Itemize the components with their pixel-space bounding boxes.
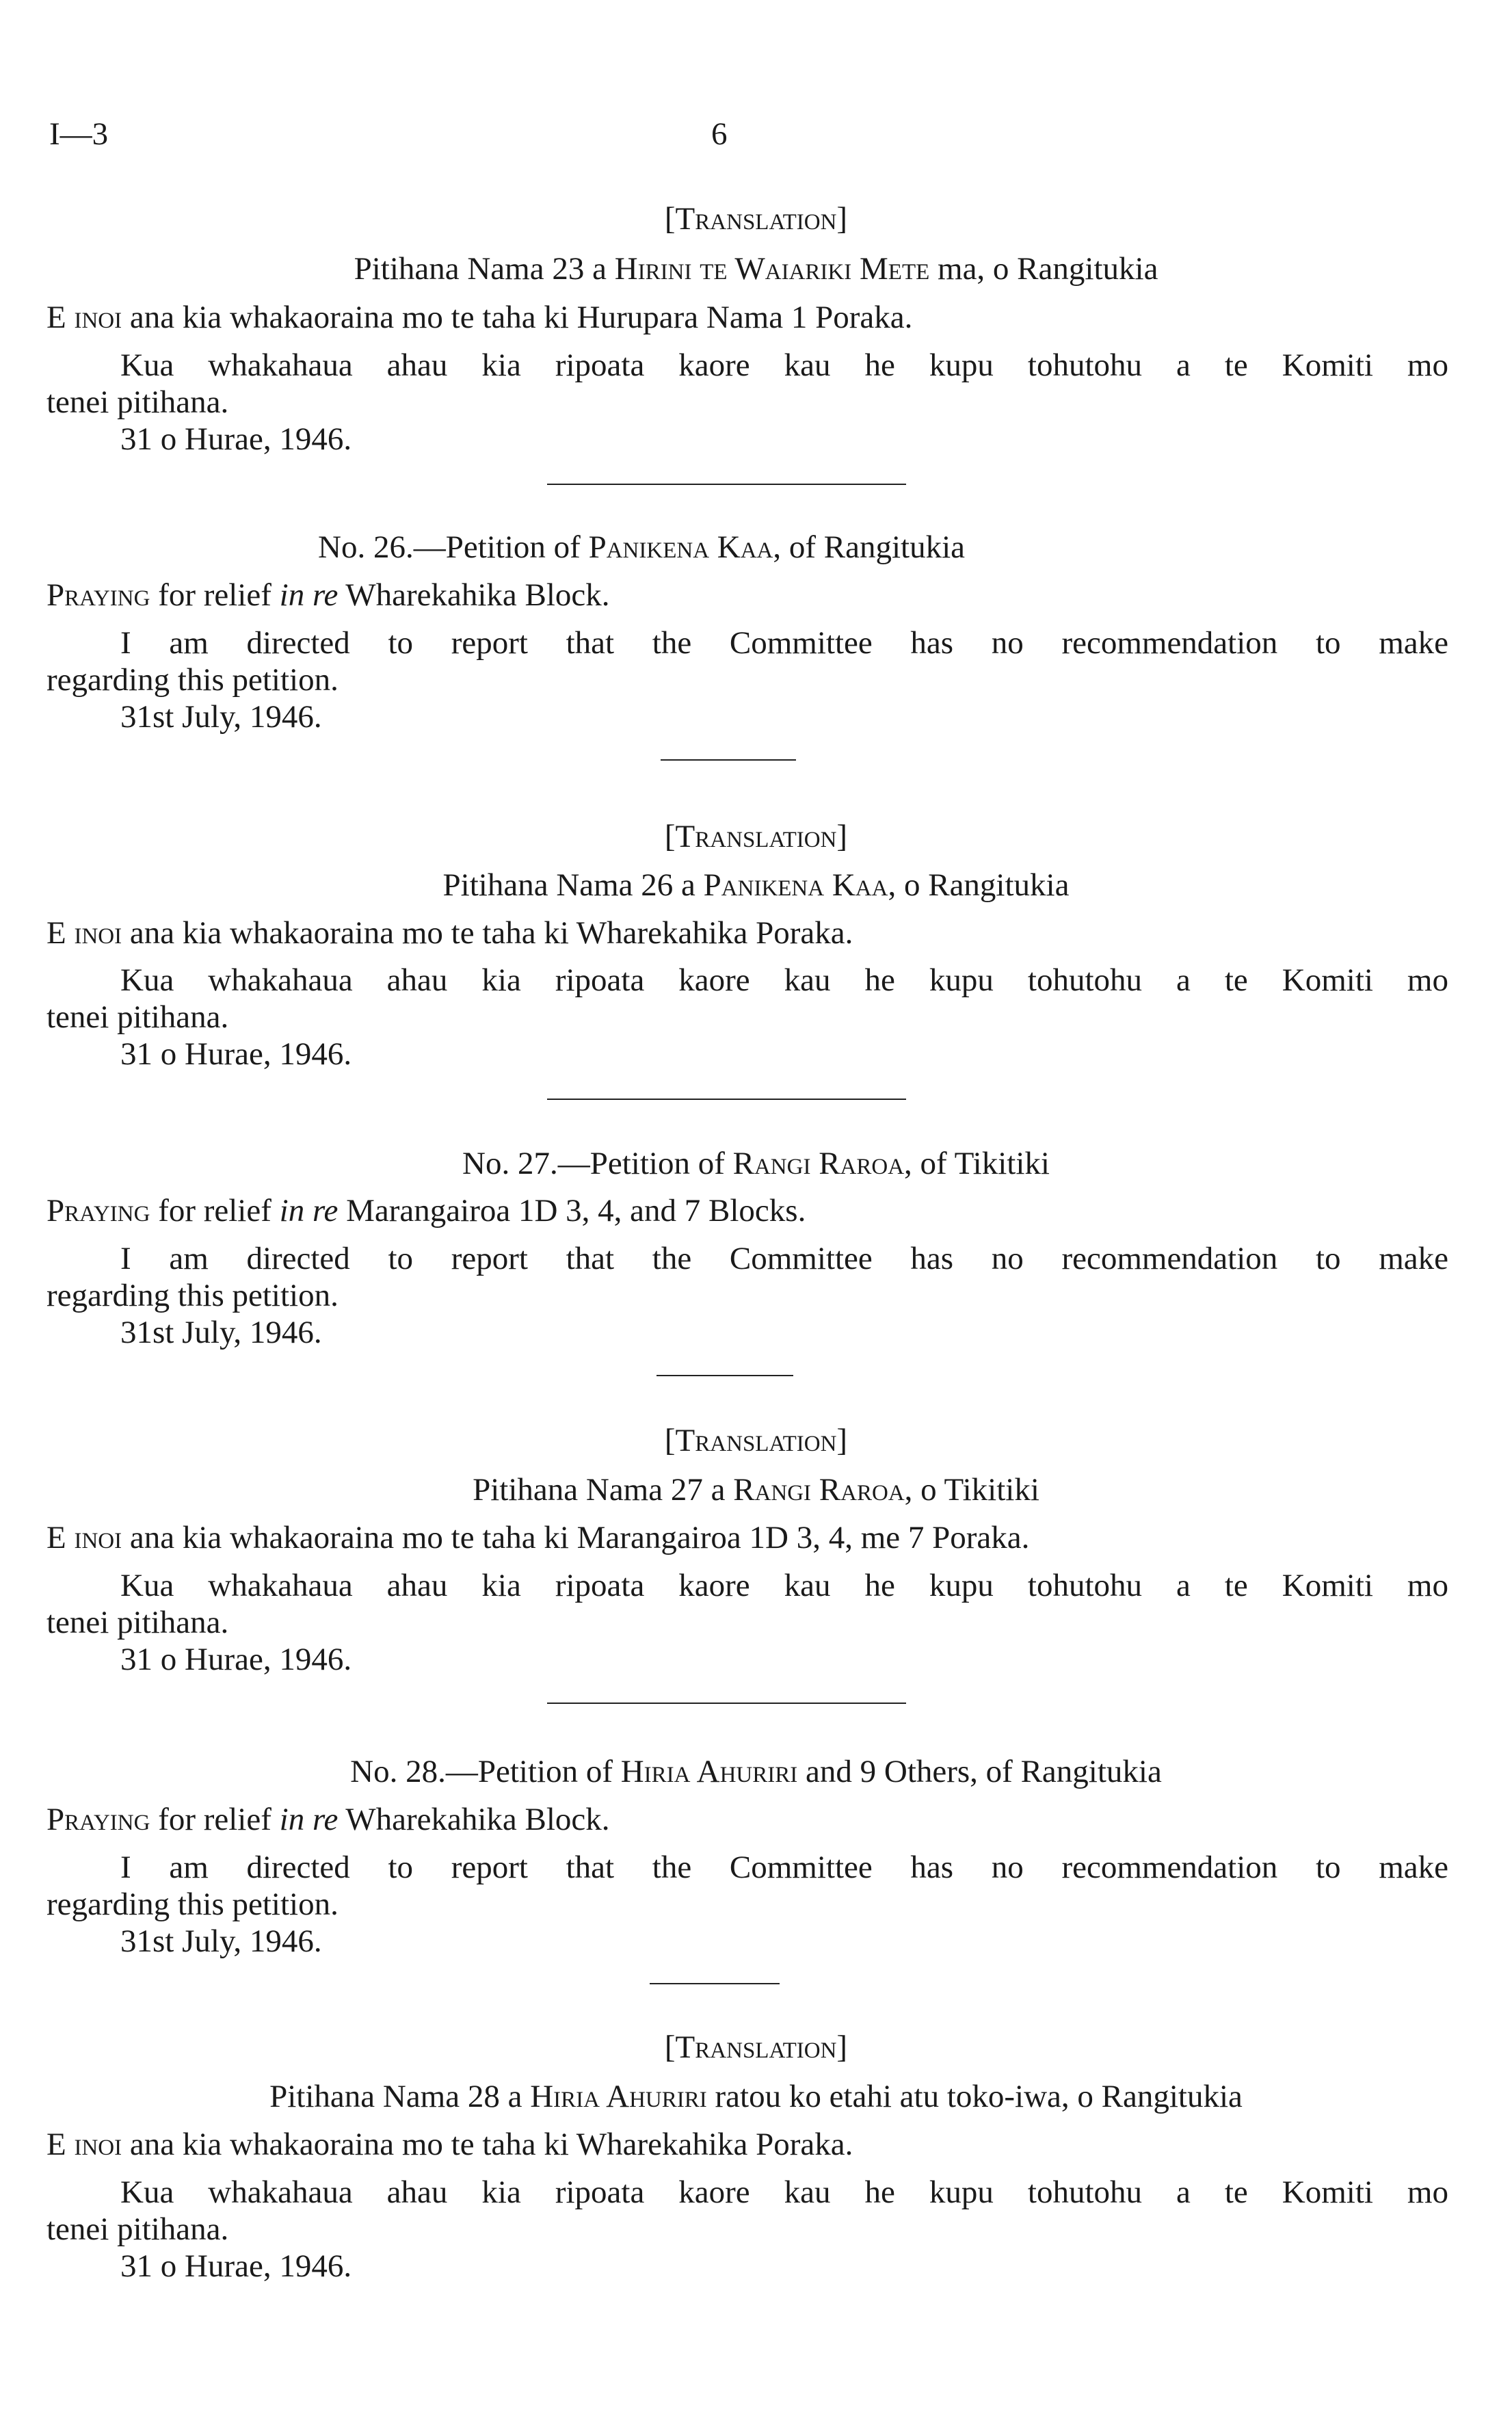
report-line-continued: regarding this petition. — [47, 662, 339, 698]
report-line-continued: regarding this petition. — [47, 1278, 339, 1313]
prayer-line: E inoi ana kia whakaoraina mo te taha ki Marangairoa 1D 3, 4, me 7 Poraka. — [47, 1520, 1030, 1555]
petition-title: Pitihana Nama 28 a Hiria Ahuriri ratou ko etahi atu toko-iwa, o Rangitukia — [269, 2079, 1243, 2114]
petition-title: No. 28.—Petition of Hiria Ahuriri and 9 Others, of Rangitukia — [350, 1754, 1162, 1789]
petitioner-name: Rangi Raroa — [732, 1146, 905, 1181]
section-divider — [547, 484, 906, 485]
prayer-line: Praying for relief in re Marangairoa 1D 3, 4, and 7 Blocks. — [47, 1193, 806, 1228]
prayer-line: E inoi ana kia whakaoraina mo te taha ki Wharekahika Poraka. — [47, 2127, 853, 2162]
report-line: Kua whakahaua ahau kia ripoata kaore kau he kupu tohutohu a te Komiti mo — [120, 1568, 1448, 1603]
report-line: Kua whakahaua ahau kia ripoata kaore kau he kupu tohutohu a te Komiti mo — [120, 962, 1448, 998]
petitioner-name: Hiria Ahuriri — [620, 1754, 798, 1789]
petitioner-name: Rangi Raroa — [733, 1472, 905, 1508]
prayer-line: E inoi ana kia whakaoraina mo te taha ki Wharekahika Poraka. — [47, 915, 853, 951]
petitioner-name: Panikena Kaa — [588, 529, 773, 565]
report-line-continued: tenei pitihana. — [47, 1605, 229, 1640]
prayer-line: Praying for relief in re Wharekahika Block. — [47, 1802, 610, 1837]
section-divider — [650, 1983, 780, 1984]
report-date: 31st July, 1946. — [120, 1923, 322, 1959]
petition-title: No. 27.—Petition of Rangi Raroa, of Tikitiki — [462, 1146, 1050, 1181]
report-line: Kua whakahaua ahau kia ripoata kaore kau he kupu tohutohu a te Komiti mo — [120, 2174, 1448, 2210]
report-date: 31 o Hurae, 1946. — [120, 421, 352, 457]
report-date: 31st July, 1946. — [120, 699, 322, 735]
section-divider — [656, 1375, 793, 1376]
report-date: 31 o Hurae, 1946. — [120, 1642, 352, 1677]
translation-heading: [Translation] — [664, 819, 848, 854]
report-line: Kua whakahaua ahau kia ripoata kaore kau he kupu tohutohu a te Komiti mo — [120, 347, 1448, 383]
translation-heading: [Translation] — [664, 1423, 848, 1458]
petition-title: Pitihana Nama 26 a Panikena Kaa, o Rangitukia — [442, 867, 1070, 903]
report-date: 31st July, 1946. — [120, 1315, 322, 1350]
petition-title: Pitihana Nama 27 a Rangi Raroa, o Tikitiki — [473, 1472, 1039, 1508]
report-line-continued: tenei pitihana. — [47, 2211, 229, 2247]
petitioner-name: Hirini te Waiariki Mete — [614, 251, 930, 287]
prayer-line: E inoi ana kia whakaoraina mo te taha ki Hurupara Nama 1 Poraka. — [47, 300, 913, 335]
petition-title: No. 26.—Petition of Panikena Kaa, of Rangitukia — [318, 529, 966, 565]
section-divider — [661, 759, 796, 761]
report-line: I am directed to report that the Committee has no recommendation to make — [120, 1241, 1448, 1276]
translation-heading: [Translation] — [664, 2029, 848, 2065]
parliamentary-paper-reference: I—3 — [49, 116, 109, 152]
translation-heading: [Translation] — [664, 201, 848, 237]
report-line-continued: regarding this petition. — [47, 1887, 339, 1922]
page-number: 6 — [711, 116, 728, 152]
report-date: 31 o Hurae, 1946. — [120, 2248, 352, 2284]
report-date: 31 o Hurae, 1946. — [120, 1036, 352, 1072]
prayer-line: Praying for relief in re Wharekahika Block. — [47, 577, 610, 613]
petitioner-name: Hiria Ahuriri — [530, 2079, 707, 2114]
petitioner-name: Panikena Kaa — [703, 867, 888, 903]
section-divider — [547, 1099, 906, 1100]
section-divider — [547, 1703, 906, 1704]
report-line: I am directed to report that the Committee has no recommendation to make — [120, 625, 1448, 661]
report-line-continued: tenei pitihana. — [47, 384, 229, 420]
petition-title: Pitihana Nama 23 a Hirini te Waiariki Mete ma, o Rangitukia — [354, 251, 1158, 287]
report-line: I am directed to report that the Committee has no recommendation to make — [120, 1850, 1448, 1885]
report-line-continued: tenei pitihana. — [47, 999, 229, 1035]
